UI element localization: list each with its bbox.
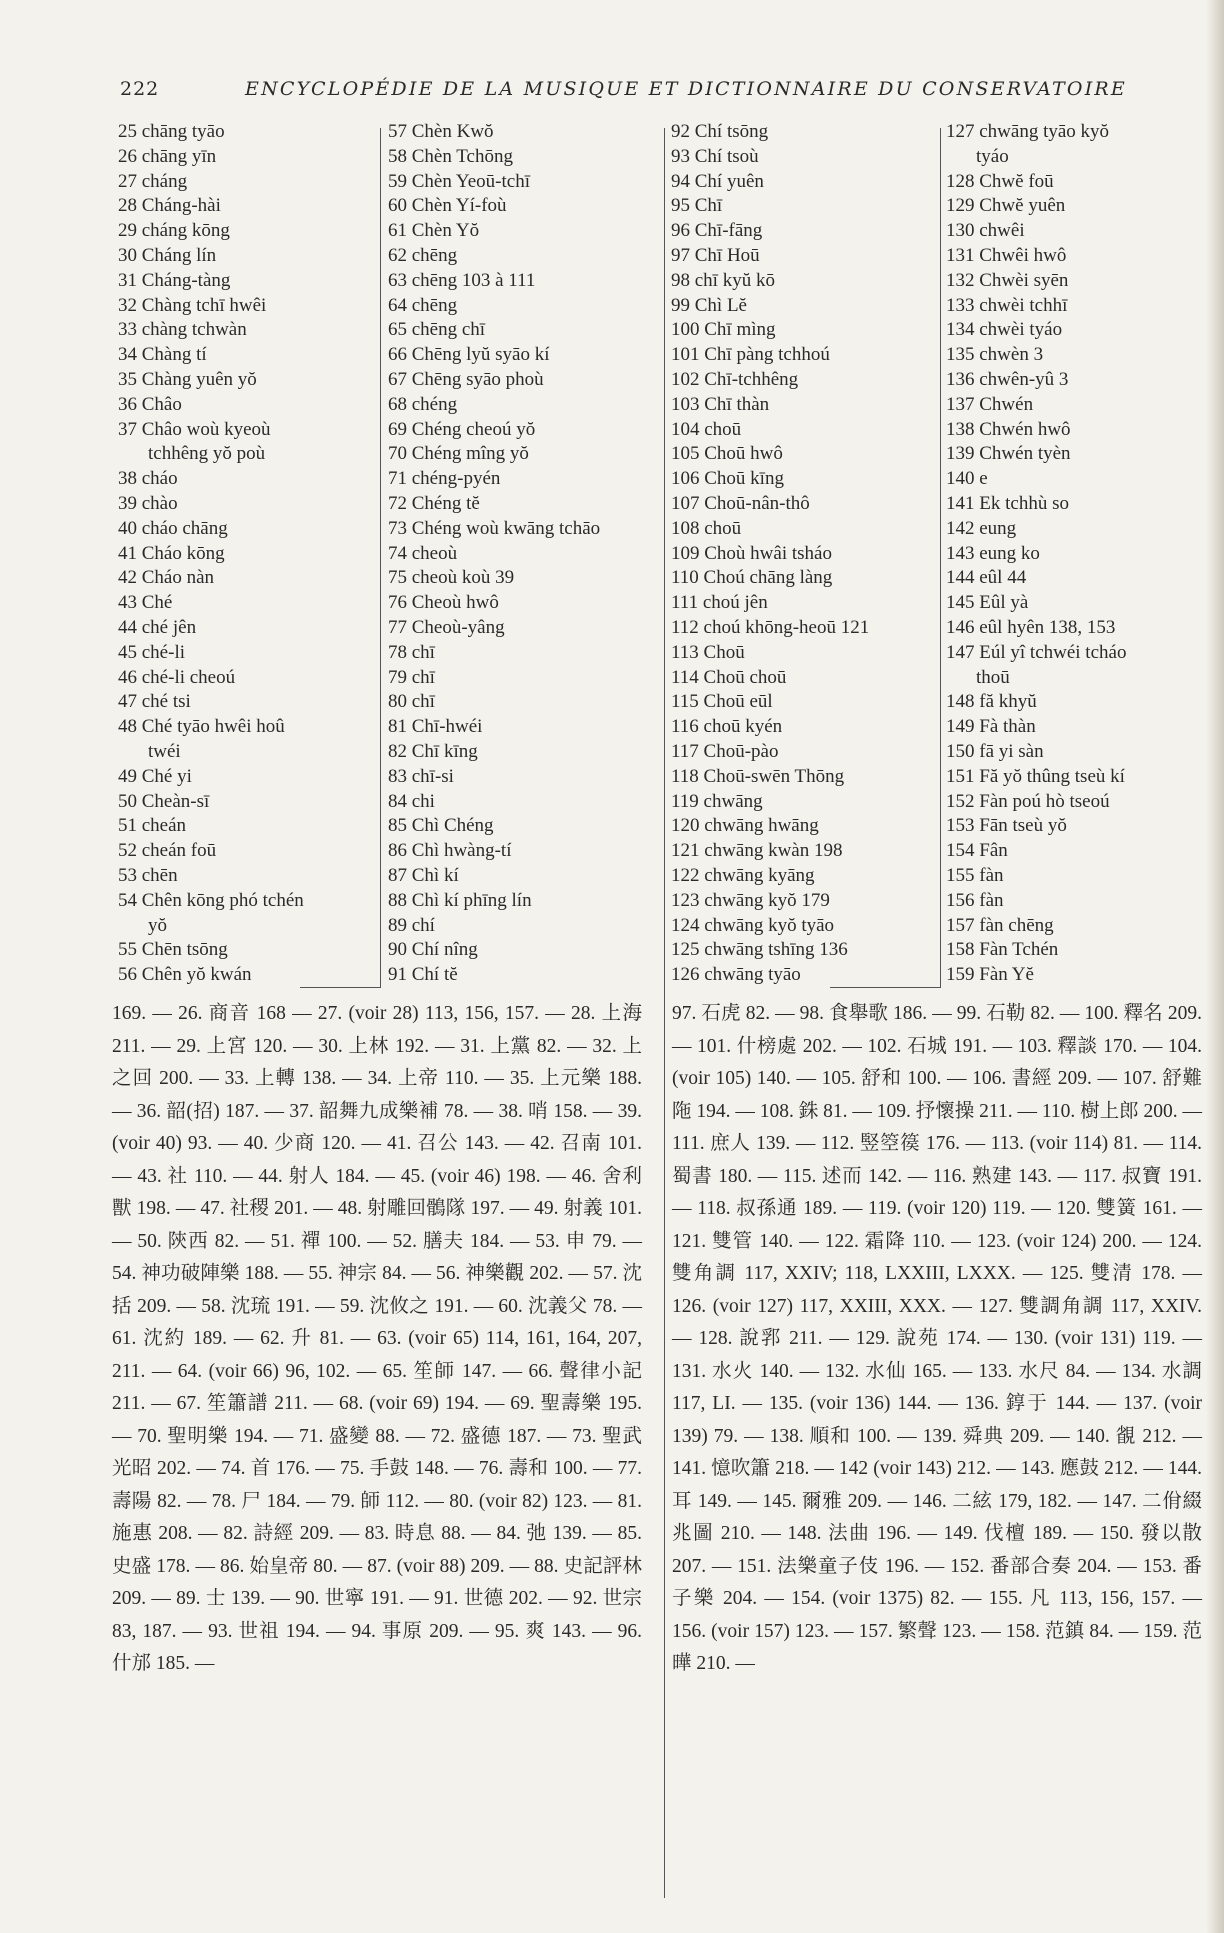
index-column-3 [671,120,929,988]
index-column-4 [946,120,1186,988]
index-entry: 150 fā yi sàn [946,740,1044,762]
index-entry: 91 Chí tĕ [388,964,458,986]
index-entry: 39 chào [118,492,178,514]
index-entry: 144 eûl 44 [946,567,1027,589]
running-title: ENCYCLOPÉDIE DE LA MUSIQUE ET DICTIONNAIRE DU CONSERVATOIRE [245,78,1127,100]
index-entry: 107 Choū-nân-thô [671,492,810,514]
index-entry: 48 Ché tyāo hwêi hoû [118,716,285,738]
index-entry: 73 Chéng woù kwāng tchāo [388,517,601,539]
index-entry: 85 Chì Chéng [388,815,494,837]
index-entry: 148 fă khyŭ [946,691,1037,713]
index-entry: 45 ché-li [118,641,186,663]
index-entry: 136 chwên-yû 3 [946,368,1069,390]
index-entry: 132 Chwèi syēn [946,269,1069,291]
index-entry: 141 Ek tchhù so [946,492,1069,514]
index-entry: 38 cháo [118,468,178,490]
index-entry: 71 chéng-pyén [388,468,501,490]
index-entry: 123 chwāng kyŏ 179 [671,889,830,911]
page-number: 222 [120,78,160,100]
index-entry: 34 Chàng tí [118,344,207,366]
index-entry: 94 Chí yuên [671,170,764,192]
index-entry: 72 Chéng tĕ [388,492,480,514]
index-entry: 58 Chèn Tchōng [388,145,513,167]
index-entry: 112 choú khōng-heoū 121 [671,616,870,638]
index-entry: 50 Cheàn-sī [118,790,210,812]
index-entry: 100 Chī mìng [671,319,776,341]
index-entry: 149 Fà thàn [946,716,1036,738]
index-entry: 42 Cháo nàn [118,567,215,589]
index-entry: 80 chī [388,691,435,713]
notes-separator-right [830,987,940,988]
index-entry: 68 chéng [388,393,458,415]
index-entry: 117 Choū-pào [671,740,779,762]
index-entry: 82 Chī kīng [388,740,478,762]
index-entry: 113 Choū [671,641,745,663]
index-column-1 [118,120,380,988]
index-entry: 25 chāng tyāo [118,121,225,142]
index-entry: 88 Chì kí phīng lín [388,889,532,911]
page-header [120,78,1127,110]
romanization-index [118,120,1188,985]
index-entry: 138 Chwén hwô [946,418,1071,440]
index-entry: 61 Chèn Yŏ [388,220,480,242]
index-entry-continuation: tchhêng yŏ poù [148,443,266,465]
index-entry-continuation: thoū [976,666,1010,688]
index-entry: 53 chēn [118,864,178,886]
index-entry: 128 Chwĕ foū [946,170,1054,192]
index-entry: 30 Cháng lín [118,244,217,266]
index-entry: 35 Chàng yuên yŏ [118,368,257,390]
index-entry: 140 e [946,468,988,490]
index-entry: 153 Fān tseù yŏ [946,815,1067,837]
index-entry: 116 choū kyén [671,716,783,738]
index-entry: 147 Eúl yî tchwéi tcháo [946,641,1127,663]
index-entry: 28 Cháng-hài [118,195,221,217]
index-entry: 130 chwêi [946,220,1025,242]
index-entry: 89 chí [388,914,435,936]
index-entry: 86 Chì hwàng-tí [388,840,512,862]
column-rule-center [664,128,665,1898]
index-entry: 122 chwāng kyāng [671,864,815,886]
index-entry: 155 fàn [946,864,1004,886]
index-entry: 106 Choū kīng [671,468,784,490]
index-entry: 49 Ché yi [118,765,192,787]
index-entry: 26 chāng yīn [118,145,217,167]
index-entry: 32 Chàng tchī hwêi [118,294,267,316]
index-entry: 137 Chwén [946,393,1034,415]
index-entry: 29 cháng kōng [118,220,230,242]
index-entry-continuation: tyáo [976,145,1009,167]
index-entry: 108 choū [671,517,742,539]
index-entry-continuation: yŏ [148,914,167,936]
index-entry: 63 chēng 103 à 111 [388,269,536,291]
index-entry: 131 Chwêi hwô [946,244,1067,266]
index-entry: 105 Choū hwô [671,443,783,465]
index-entry: 158 Fàn Tchén [946,939,1059,961]
index-entry: 66 Chēng lyŭ syāo kí [388,344,550,366]
character-notes-left: 169. — 26. 商音 168 — 27. (voir 28) 113, 156, 157. — 28. 上海 211. — 29. 上宮 120. — 30. 上林 192. — 31. 上黨 82. — 32. 上之回 200. — 33. 上轉 138. — 34. 上帝 110. — 35. 上元樂 188. — 36. 韶(招) 187. — 37. 韶舞九成樂補 78. — 38. 哨 158. — 39. (voir 40) 93. — 40. 少商 120. — 41. 召公 143. — 42. 召南 101. — 43. 社 110. — 44. 射人 184. — 45. (voir 46) 198. — 46. 舍利獸 198. — 47. 社稷 201. — 48. 射雕回鶻隊 197. — 49. 射義 101. — 50. 陝西 82. — 51. 禪 100. — 52. 膳夫 184. — 53. 申 79. — 54. 神功破陣樂 188. — 55. 神宗 84. — 56. 神樂觀 202. — 57. 沈括 209. — 58. 沈琉 191. — 59. 沈攸之 191. — 60. 沈義父 78. — 61. 沈約 189. — 62. 升 81. — 63. (voir 65) 114, 161, 164, 207, 211. — 64. (voir 66) 96, 102. — 65. 笙師 147. — 66. 聲律小記 211. — 67. 笙簫譜 211. — 68. (voir 69) 194. — 69. 聖壽樂 195. — 70. 聖明樂 194. — 71. 盛變 88. — 72. 盛德 187. — 73. 聖武光昭 202. — 74. 首 176. — 75. 手鼓 148. — 76. 壽和 100. — 77. 壽陽 82. — 78. 尸 184. — 79. 師 112. — 80. (voir 82) 123. — 81. 施惠 208. — 82. 詩經 209. — 83. 時息 88. — 84. 弛 139. — 85. 史盛 178. — 86. 始皇帝 80. — 87. (voir 88) 209. — 88. 史記評林 209. — 89. 士 139. — 90. 世寧 191. — 91. 世德 202. — 92. 世宗 83, 187. — 93. 世祖 194. — 94. 事原 209. — 95. 爽 143. — 96. 什邡 185. — [112,1003,642,1674]
index-entry: 51 cheán [118,815,187,837]
index-entry: 33 chàng tchwàn [118,319,247,341]
index-entry: 43 Ché [118,592,173,614]
index-entry: 93 Chí tsoù [671,145,759,167]
index-entry: 118 Choū-swēn Thōng [671,765,845,787]
index-entry: 124 chwāng kyŏ tyāo [671,914,835,936]
index-column-2 [388,120,660,988]
index-entry: 119 chwāng [671,790,763,812]
index-entry: 135 chwèn 3 [946,344,1044,366]
index-entry: 114 Choū choū [671,666,787,688]
index-entry: 129 Chwĕ yuên [946,195,1066,217]
index-entry: 121 chwāng kwàn 198 [671,840,843,862]
index-entry: 125 chwāng tshīng 136 [671,939,848,961]
index-entry: 90 Chí nîng [388,939,478,961]
index-entry: 75 cheoù koù 39 [388,567,515,589]
column-rule-1 [380,128,381,988]
index-entry: 111 choú jên [671,592,768,614]
index-entry: 44 ché jên [118,616,197,638]
index-entry: 127 chwāng tyāo kyŏ [946,121,1110,142]
index-entry: 59 Chèn Yeoū-tchī [388,170,530,192]
index-entry: 145 Eûl yà [946,592,1029,614]
index-entry: 79 chī [388,666,435,688]
index-entry: 157 fàn chēng [946,914,1054,936]
index-entry: 115 Choū eūl [671,691,773,713]
index-entry: 98 chī kyŭ kō [671,269,775,291]
index-entry: 109 Choù hwâi tsháo [671,542,832,564]
page-edge-shadow [1206,0,1224,1933]
index-entry: 78 chī [388,641,435,663]
index-entry: 46 ché-li cheoú [118,666,236,688]
index-entry: 151 Fă yŏ thûng tseù kí [946,765,1125,787]
index-entry: 156 fàn [946,889,1004,911]
index-entry: 40 cháo chāng [118,517,228,539]
index-entry: 37 Châo woù kyeoù [118,418,271,440]
index-entry: 84 chi [388,790,435,812]
index-entry: 54 Chên kōng phó tchén [118,889,304,911]
index-entry: 142 eung [946,517,1017,539]
index-entry: 57 Chèn Kwŏ [388,121,494,142]
notes-separator-left [300,987,380,988]
index-entry: 95 Chī [671,195,723,217]
index-entry: 41 Cháo kōng [118,542,225,564]
index-entry: 74 cheoù [388,542,458,564]
index-entry: 102 Chī-tchhêng [671,368,799,390]
index-entry: 104 choū [671,418,742,440]
index-entry: 81 Chī-hwéi [388,716,483,738]
index-entry: 110 Choú chāng làng [671,567,833,589]
index-entry: 77 Cheoù-yâng [388,616,505,638]
index-entry: 76 Cheoù hwô [388,592,499,614]
index-entry: 62 chēng [388,244,458,266]
index-entry: 120 chwāng hwāng [671,815,819,837]
index-entry: 134 chwèi tyáo [946,319,1063,341]
index-entry: 67 Chēng syāo phoù [388,368,544,390]
index-entry: 143 eung ko [946,542,1040,564]
index-entry: 56 Chên yŏ kwán [118,964,252,986]
index-entry: 70 Chéng mîng yŏ [388,443,529,465]
index-entry: 65 chēng chī [388,319,486,341]
index-entry: 99 Chì Lĕ [671,294,747,316]
index-entry: 83 chī-si [388,765,454,787]
index-entry: 97 Chī Hoū [671,244,760,266]
index-entry: 27 cháng [118,170,188,192]
index-entry: 159 Fàn Yĕ [946,964,1034,986]
index-entry: 126 chwāng tyāo [671,964,801,986]
column-rule-3 [940,128,941,988]
character-notes-right: 97. 石虎 82. — 98. 食舉歌 186. — 99. 石勒 82. — 100. 釋名 209. — 101. 什榜處 202. — 102. 石城 191. — 103. 釋談 170. — 104. (voir 105) 140. — 105. 舒和 100. — 106. 書經 209. — 107. 舒難陁 194. — 108. 銖 81. — 109. 抒懷操 211. — 110. 樹上郎 200. — 111. 庶人 139. — 112. 竪箜篌 176. — 113. (voir 114) 81. — 114. 蜀書 180. — 115. 述而 142. — 116. 熟建 143. — 117. 叔寶 191. — 118. 叔孫通 189. — 119. (voir 120) 119. — 120. 雙簧 161. — 121. 雙管 140. — 122. 霜降 110. — 123. (voir 124) 200. — 124. 雙角調 117, XXIV; 118, LXXIII, LXXX. — 125. 雙清 178. — 126. (voir 127) 117, XXIII, XXX. — 127. 雙調角調 117, XXIV. — 128. 說郛 211. — 129. 說苑 174. — 130. (voir 131) 119. — 131. 水火 140. — 132. 水仙 165. — 133. 水尺 84. — 134. 水調 117, LI. — 135. (voir 136) 144. — 136. 錞于 144. — 137. (voir 139) 79. — 138. 順和 100. — 139. 舜典 209. — 140. 䚇 212. — 141. 憶吹簫 218. — 142 (voir 143) 212. — 143. 應鼓 212. — 144. 耳 149. — 145. 爾雅 209. — 146. 二絃 179, 182. — 147. 二佾綴兆圖 210. — 148. 法曲 196. — 149. 伐檀 189. — 150. 發以散 207. — 151. 法樂童子伎 196. — 152. 番部合奏 204. — 153. 番子樂 204. — 154. (voir 1375) 82. — 155. 凡 113, 156, 157. — 156. (voir 157) 123. — 157. 繁聲 123. — 158. 范鎮 84. — 159. 范曄 210. — [672,1003,1202,1674]
index-entry: 69 Chéng cheoú yŏ [388,418,536,440]
index-entry-continuation: twéi [148,740,181,762]
index-entry: 96 Chī-fāng [671,220,763,242]
index-entry: 52 cheán foū [118,840,217,862]
index-entry: 64 chēng [388,294,458,316]
index-entry: 154 Fân [946,840,1008,862]
index-entry: 87 Chì kí [388,864,459,886]
index-entry: 146 eûl hyên 138, 153 [946,616,1116,638]
index-entry: 55 Chēn tsōng [118,939,228,961]
index-entry: 139 Chwén tyèn [946,443,1071,465]
index-entry: 36 Châo [118,393,182,415]
index-entry: 60 Chèn Yí-foù [388,195,507,217]
index-entry: 133 chwèi tchhī [946,294,1068,316]
index-entry: 31 Cháng-tàng [118,269,231,291]
index-entry: 101 Chī pàng tchhoú [671,344,830,366]
index-entry: 152 Fàn poú hò tseoú [946,790,1110,812]
index-entry: 92 Chí tsōng [671,121,769,142]
index-entry: 103 Chī thàn [671,393,770,415]
index-entry: 47 ché tsi [118,691,191,713]
